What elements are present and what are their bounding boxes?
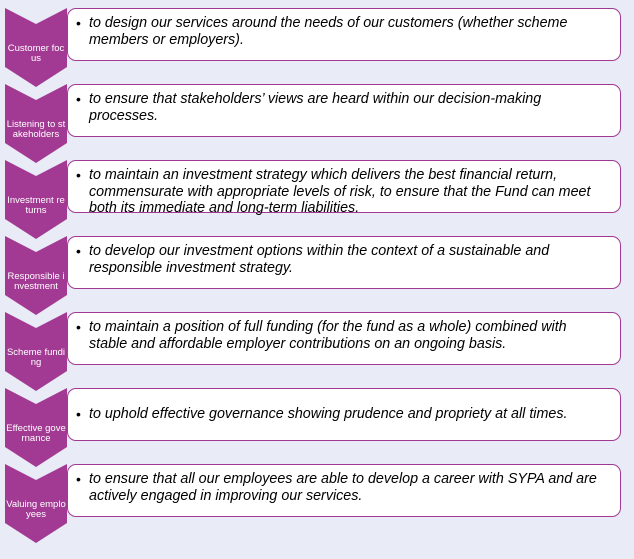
objective-text: to design our services around the needs of our customers (whether scheme members or employers). — [89, 15, 568, 48]
objective-row — [0, 464, 634, 540]
objective-row — [0, 8, 634, 84]
objective-text: to ensure that all our employees are able to develop a career with SYPA and are actively engaged in improving our services. — [89, 471, 597, 504]
bullet-icon: • — [76, 406, 81, 422]
bullet-icon: • — [76, 319, 81, 335]
objective-row — [0, 388, 634, 464]
chevron-label: Valuing employees — [6, 498, 66, 520]
chevron-label: Customer focus — [7, 42, 65, 64]
bullet-icon: • — [76, 167, 81, 183]
chevron-label: Investment returns — [7, 194, 65, 216]
objective-text: to develop our investment options within the context of a sustainable and responsible investment strategy. — [89, 243, 550, 276]
chevron-label: Responsible investment — [7, 270, 65, 292]
objective-card — [67, 236, 621, 289]
objective-card — [67, 388, 621, 441]
objective-text: to maintain an investment strategy which delivers the best financial return, commensurate with appropriate levels of risk, to ensure that the Fund can meet both its immediate and long-term liabilities. — [89, 167, 591, 217]
objective-card — [67, 464, 621, 517]
objective-card — [67, 160, 621, 217]
chevron-label: Scheme funding — [6, 346, 66, 368]
chevron-label: Listening to stakeholders — [6, 118, 66, 140]
objective-row — [0, 236, 634, 312]
objective-row — [0, 84, 634, 160]
bullet-icon: • — [76, 91, 81, 107]
objective-row — [0, 160, 634, 236]
objective-text: to ensure that stakeholders’ views are heard within our decision-making processes. — [89, 91, 542, 124]
objective-text: to uphold effective governance showing prudence and propriety at all times. — [89, 406, 568, 423]
objective-card — [67, 8, 621, 61]
objective-text: to maintain a position of full funding (for the fund as a whole) combined with stable and affordable employer contributions on an ongoing basis. — [89, 319, 567, 352]
objective-row — [0, 312, 634, 388]
bullet-icon: • — [76, 243, 81, 259]
objective-card — [67, 84, 621, 137]
chevron-shape — [5, 464, 67, 555]
bullet-icon: • — [76, 471, 81, 487]
chevron-label: Effective governance — [6, 422, 66, 444]
objective-card — [67, 312, 621, 365]
bullet-icon: • — [76, 15, 81, 31]
